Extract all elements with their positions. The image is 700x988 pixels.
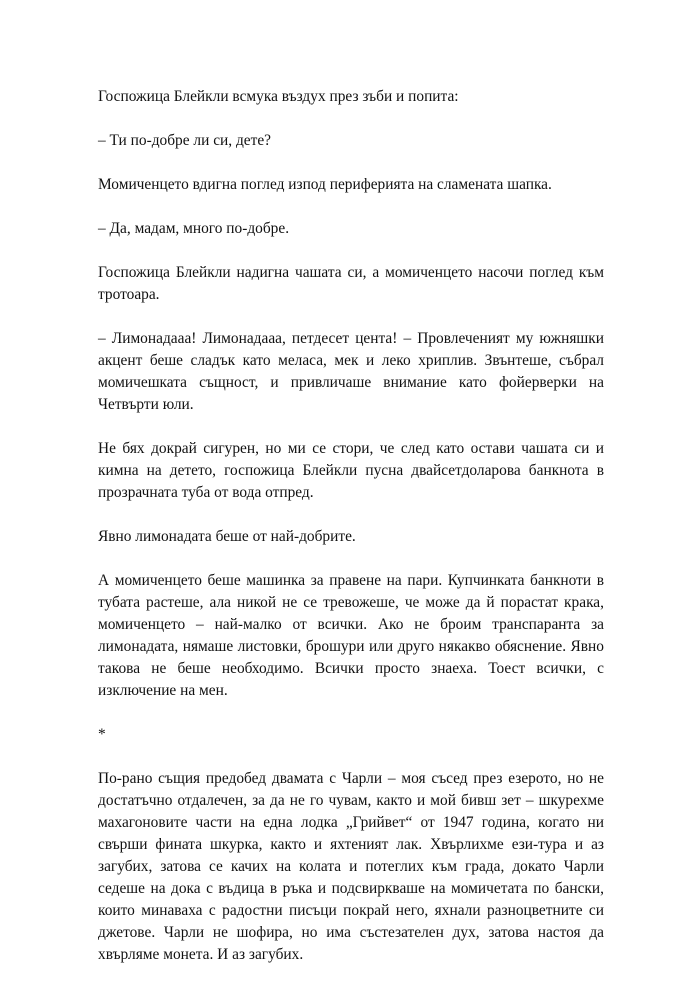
section-separator: * (98, 726, 106, 743)
paragraph-7: Не бях докрай сигурен, но ми се стори, че след като остави чашата си и кимна на детето, госпожица Блейкли пусна двайсетдоларова банкнота в прозрачната туба от вода отпред. (98, 440, 604, 501)
paragraph-2: – Ти по-добре ли си, дете? (98, 132, 272, 149)
paragraph-8: Явно лимонадата беше от най-добрите. (98, 528, 356, 545)
paragraph-9: А момиченцето беше машинка за правене на пари. Купчинката банкноти в тубата растеше, ала никой не се тревожеше, че може да й порастат крака, момиченцето – най-малко от всички. Ако не броим транспаранта за лимонадата, нямаше листовки, брошури или друго някакво обяснение. Явно такова не беше необходимо. Всички просто знаеха. Тоест всички, с изключение на мен. (98, 572, 604, 699)
paragraph-6: – Лимонадааа! Лимонадааа, петдесет цента! – Провлеченият му южняшки акцент беше сладък като меласа, мек и леко хриплив. Звънтеше, събрал момичешката същност, и привличаше внимание като фойерверки на Четвърти юли. (98, 330, 604, 413)
paragraph-1: Госпожица Блейкли всмука въздух през зъби и попита: (98, 88, 459, 105)
document-page (98, 86, 604, 988)
paragraph-4: – Да, мадам, много по-добре. (98, 220, 290, 237)
paragraph-5: Госпожица Блейкли надигна чашата си, а момиченцето насочи поглед към тротоара. (98, 264, 604, 303)
paragraph-3: Момиченцето вдигна поглед изпод периферията на сламената шапка. (98, 176, 552, 193)
paragraph-10: По-рано същия предобед двамата с Чарли – моя съсед през езерото, но не достатъчно отдалечен, за да не го чувам, както и мой бивш зет – шкурехме махагоновите части на една лодка „Грийвет“ от 1947 година, когато ни свърши фината шкурка, както и яхтеният лак. Хвърлихме ези-тура и аз загубих, затова се качих на колата и потеглих към града, докато Чарли седеше на дока с въдица в ръка и подсвиркваше на момичетата по бански, които минаваха с радостни писъци покрай него, яхнали разноцветните си джетове. Чарли не шофира, но има състезателен дух, затова настоя да хвърляме монета. И аз загубих. (98, 770, 604, 963)
